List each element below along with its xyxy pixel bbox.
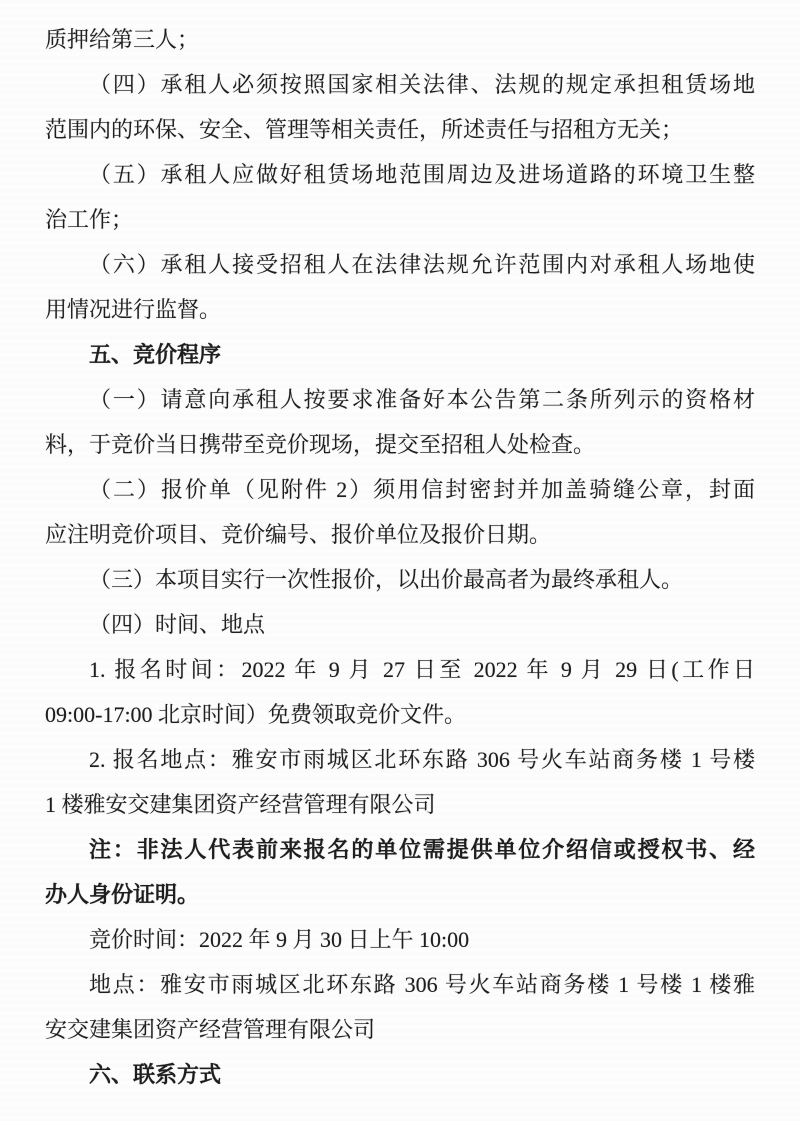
text-line: 1. 报名时间：2022 年 9 月 27 日至 2022 年 9 月 29 日(工作日 bbox=[89, 657, 755, 682]
text-line: 用情况进行监督。 bbox=[45, 297, 222, 322]
text-line: 五、竞价程序 bbox=[89, 342, 222, 367]
text-line: 2. 报名地点：雅安市雨城区北环东路 306 号火车站商务楼 1 号楼 bbox=[89, 747, 755, 772]
text-line: （四）承租人必须按照国家相关法律、法规的规定承担租赁场地 bbox=[89, 72, 755, 97]
text-line: （一）请意向承租人按要求准备好本公告第二条所列示的资格材 bbox=[89, 387, 755, 412]
text-line: 安交建集团资产经营管理有限公司 bbox=[45, 1017, 376, 1042]
text-line: 地点：雅安市雨城区北环东路 306 号火车站商务楼 1 号楼 1 楼雅 bbox=[89, 972, 755, 997]
text-line: （六）承租人接受招租人在法律法规允许范围内对承租人场地使 bbox=[89, 252, 755, 277]
text-line: 注：非法人代表前来报名的单位需提供单位介绍信或授权书、经 bbox=[89, 837, 755, 862]
text-line: 治工作； bbox=[45, 207, 134, 232]
text-line: （二）报价单（见附件 2）须用信封密封并加盖骑缝公章，封面 bbox=[89, 477, 755, 502]
text-line: 1 楼雅安交建集团资产经营管理有限公司 bbox=[45, 792, 436, 817]
text-line: 范围内的环保、安全、管理等相关责任，所述责任与招租方无关； bbox=[45, 117, 684, 142]
text-line: （五）承租人应做好租赁场地范围周边及进场道路的环境卫生整 bbox=[89, 162, 755, 187]
text-line: （四）时间、地点 bbox=[89, 612, 266, 637]
text-line: （三）本项目实行一次性报价，以出价最高者为最终承租人。 bbox=[89, 567, 684, 592]
text-line: 09:00-17:00 北京时间）免费领取竞价文件。 bbox=[45, 702, 467, 727]
text-line: 六、联系方式 bbox=[89, 1062, 222, 1087]
text-line: 应注明竞价项目、竞价编号、报价单位及报价日期。 bbox=[45, 522, 552, 547]
document-text-body bbox=[45, 17, 755, 1097]
text-line: 竞价时间：2022 年 9 月 30 日上午 10:00 bbox=[89, 927, 470, 952]
text-line: 办人身份证明。 bbox=[45, 882, 200, 907]
text-line: 质押给第三人； bbox=[45, 27, 200, 52]
text-line: 料，于竞价当日携带至竞价现场，提交至招租人处检查。 bbox=[45, 432, 596, 457]
